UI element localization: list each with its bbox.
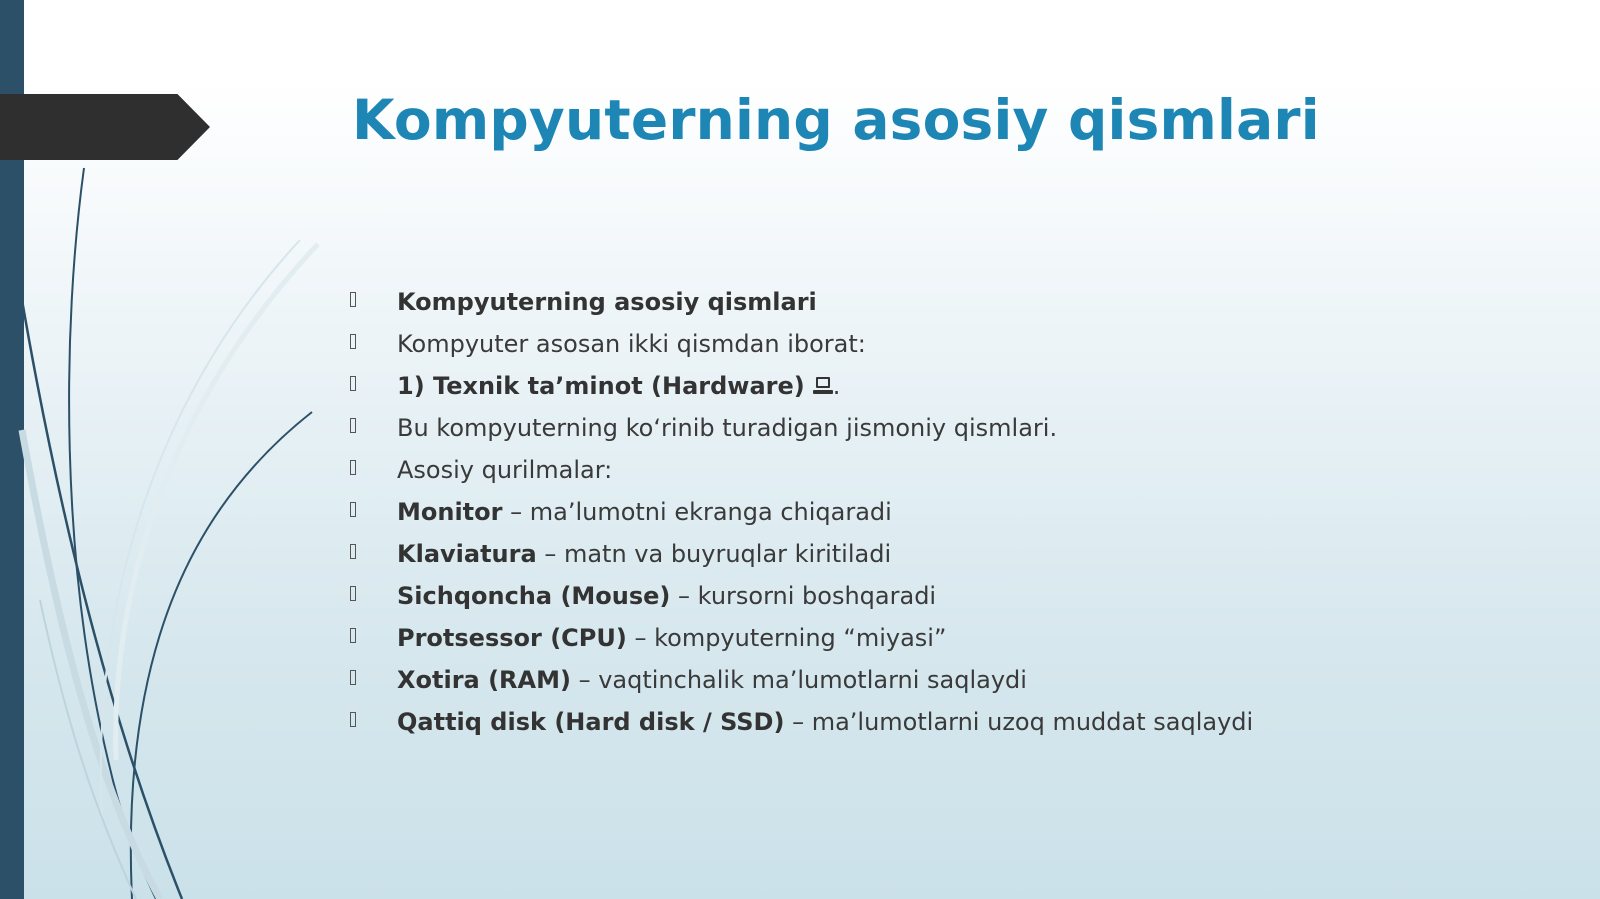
bullet-bold-text: Sichqoncha (Mouse): [397, 582, 671, 610]
bullet-bold-text: Protsessor (CPU): [397, 624, 627, 652]
bullet-item: [350, 281, 1253, 323]
bullet-marker-icon: [350, 544, 356, 559]
bullet-marker-icon: [350, 502, 356, 517]
bullet-item: [350, 407, 1253, 449]
bullet-marker-icon: [350, 586, 356, 601]
bullet-item: [350, 701, 1253, 743]
bullet-item: [350, 491, 1253, 533]
bullet-text: – kursorni boshqaradi: [670, 582, 937, 610]
bullet-bold-text: Qattiq disk (Hard disk / SSD): [397, 708, 785, 736]
title-arrow-tab: [0, 94, 210, 160]
bullet-marker-icon: [350, 292, 356, 307]
bullet-item: [350, 533, 1253, 575]
bullet-text: – ma’lumotni ekranga chiqaradi: [502, 498, 892, 526]
bullet-item: [350, 617, 1253, 659]
bullet-text: Asosiy qurilmalar:: [397, 456, 613, 484]
bullet-item: [350, 323, 1253, 365]
bullet-marker-icon: [350, 376, 356, 391]
bullet-text: – matn va buyruqlar kiritiladi: [536, 540, 892, 568]
bullet-text: Bu kompyuterning ko‘rinib turadigan jismoniy qismlari.: [397, 414, 1058, 442]
bullet-item: [350, 365, 1253, 407]
bullet-bold-text: Klaviatura: [397, 540, 537, 568]
bullet-item: [350, 659, 1253, 701]
bullet-bold-text: 1) Texnik ta’minot (Hardware): [397, 372, 805, 400]
bullet-bold-text: Kompyuterning asosiy qismlari: [397, 288, 817, 316]
bullet-suffix: .: [832, 372, 841, 400]
bullet-text: Kompyuter asosan ikki qismdan iborat:: [397, 330, 866, 358]
bullet-marker-icon: [350, 670, 356, 685]
bullet-marker-icon: [350, 460, 356, 475]
bullet-marker-icon: [350, 712, 356, 727]
bullet-marker-icon: [350, 628, 356, 643]
slide-title: Kompyuterning asosiy qismlari: [352, 88, 1320, 152]
bullet-text: – kompyuterning “miyasi”: [626, 624, 947, 652]
bullet-bold-text: Xotira (RAM): [397, 666, 571, 694]
bullet-text: – ma’lumotlarni uzoq muddat saqlaydi: [784, 708, 1254, 736]
bullet-item: [350, 449, 1253, 491]
bullet-marker-icon: [350, 334, 356, 349]
bullet-bold-text: Monitor: [397, 498, 503, 526]
bullet-list: [350, 281, 1253, 743]
bullet-marker-icon: [350, 418, 356, 433]
bullet-item: [350, 575, 1253, 617]
bullet-text: – vaqtinchalik ma’lumotlarni saqlaydi: [570, 666, 1027, 694]
laptop-icon: [813, 376, 833, 396]
